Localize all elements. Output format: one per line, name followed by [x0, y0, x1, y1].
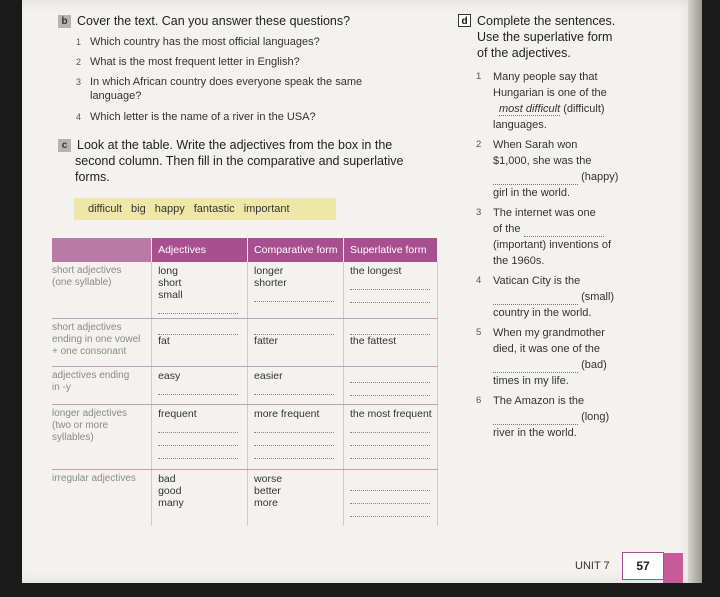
- unit-label: UNIT 7: [575, 560, 610, 572]
- answer-blank[interactable]: [158, 323, 238, 335]
- exercise-d-heading: d Complete the sentences. Use the superlative form of the adjectives.: [458, 13, 628, 61]
- question-1: 1 Which country has the most official languages?: [76, 36, 320, 48]
- exercise-b-heading: b Cover the text. Can you answer these questions?: [58, 13, 350, 29]
- answer-blank[interactable]: [493, 413, 578, 425]
- answer-blank[interactable]: [158, 447, 238, 459]
- table-row: [52, 367, 438, 405]
- answer-blank[interactable]: [350, 371, 430, 383]
- answer-blank[interactable]: [493, 173, 578, 185]
- question-3: 3 In which African country does everyone speak the same language?: [76, 76, 363, 102]
- comparative-cell: easier: [248, 367, 344, 405]
- word-box: [74, 198, 336, 220]
- sentence-3: 3 The internet was one of the (important) inventions of the 1960s.: [476, 207, 611, 267]
- answer-blank[interactable]: [350, 291, 430, 303]
- sentence-6: 6 The Amazon is the (long) river in the world.: [476, 395, 610, 439]
- answer-blank[interactable]: [158, 421, 238, 433]
- sentence-4: 4 Vatican City is the (small) country in the world.: [476, 275, 615, 319]
- answer-blank[interactable]: [350, 323, 430, 335]
- word: fantastic: [193, 203, 235, 215]
- answer-blank[interactable]: [350, 434, 430, 446]
- comparative-cell: longer shorter: [248, 262, 344, 319]
- answer-blank[interactable]: [254, 421, 334, 433]
- adjective-cell: easy: [152, 367, 248, 405]
- table-header-row: [52, 238, 438, 262]
- word: important: [243, 203, 290, 215]
- adjective-cell: frequent: [152, 405, 248, 470]
- answer-blank[interactable]: [350, 492, 430, 504]
- answer-blank[interactable]: [350, 278, 430, 290]
- table-header: Adjectives: [152, 238, 248, 262]
- adjective-cell: fat: [152, 319, 248, 367]
- answer-blank[interactable]: [493, 293, 578, 305]
- comparative-cell: worse better more: [248, 470, 344, 526]
- table-row: [52, 319, 438, 367]
- sentence-5: 5 When my grandmother died, it was one of the (bad) times in my life.: [476, 327, 607, 387]
- answer-blank[interactable]: [493, 361, 578, 373]
- table-header: Comparative form: [248, 238, 344, 262]
- adjective-cell: long short small: [152, 262, 248, 319]
- answer-blank[interactable]: [524, 225, 604, 237]
- answer-blank[interactable]: [254, 447, 334, 459]
- side-color-tab: [663, 553, 683, 583]
- word: big: [131, 203, 146, 215]
- answer-blank[interactable]: [254, 323, 334, 335]
- row-category: adjectives ending in -y: [52, 367, 152, 405]
- row-category: short adjectives (one syllable): [52, 262, 152, 319]
- row-category: short adjectives ending in one vowel + one consonant: [52, 319, 152, 367]
- answer-blank[interactable]: [254, 434, 334, 446]
- answer-blank[interactable]: [158, 434, 238, 446]
- answer-blank[interactable]: [350, 479, 430, 491]
- answer-blank[interactable]: [350, 384, 430, 396]
- superlative-cell: the most frequent: [344, 405, 438, 470]
- answer-blank[interactable]: [158, 383, 238, 395]
- exercise-d-badge: d: [458, 14, 471, 27]
- word: happy: [154, 203, 185, 215]
- row-category: irregular adjectives: [52, 470, 152, 526]
- book-spine: [688, 0, 702, 583]
- table-row: [52, 262, 438, 319]
- adjective-cell: bad good many: [152, 470, 248, 526]
- comparative-cell: more frequent: [248, 405, 344, 470]
- exercise-b-badge: b: [58, 15, 71, 28]
- answer-blank[interactable]: [350, 421, 430, 433]
- row-category: longer adjectives (two or more syllables): [52, 405, 152, 470]
- word: difficult: [88, 203, 123, 215]
- exercise-c-heading: c Look at the table. Write the adjectives from the box in the second column. Then fill in the comparative and superlative forms.: [58, 137, 403, 185]
- table-header-empty: [52, 238, 152, 262]
- table-row: [52, 405, 438, 470]
- example-answer: most difficult: [499, 103, 561, 115]
- superlative-cell: the longest: [344, 262, 438, 319]
- question-4: 4 Which letter is the name of a river in the USA?: [76, 111, 316, 123]
- page-number: 57: [622, 552, 664, 580]
- table-row: [52, 470, 438, 526]
- superlative-cell: the fattest: [344, 319, 438, 367]
- answer-blank[interactable]: [350, 505, 430, 517]
- exercise-c-badge: c: [58, 139, 71, 152]
- question-2: 2 What is the most frequent letter in English?: [76, 56, 300, 68]
- answer-blank[interactable]: [350, 447, 430, 459]
- answer-blank[interactable]: [158, 302, 238, 314]
- sentence-1: 1 Many people say that Hungarian is one of the most difficult (difficult) languages.: [476, 71, 607, 131]
- sentence-2: 2 When Sarah won $1,000, she was the (happy) girl in the world.: [476, 139, 619, 199]
- superlative-cell: [344, 470, 438, 526]
- superlative-cell: [344, 367, 438, 405]
- answer-blank[interactable]: [254, 290, 334, 302]
- answer-blank[interactable]: [254, 383, 334, 395]
- table-header: Superlative form: [344, 238, 438, 262]
- adjectives-table: [52, 238, 438, 526]
- comparative-cell: fatter: [248, 319, 344, 367]
